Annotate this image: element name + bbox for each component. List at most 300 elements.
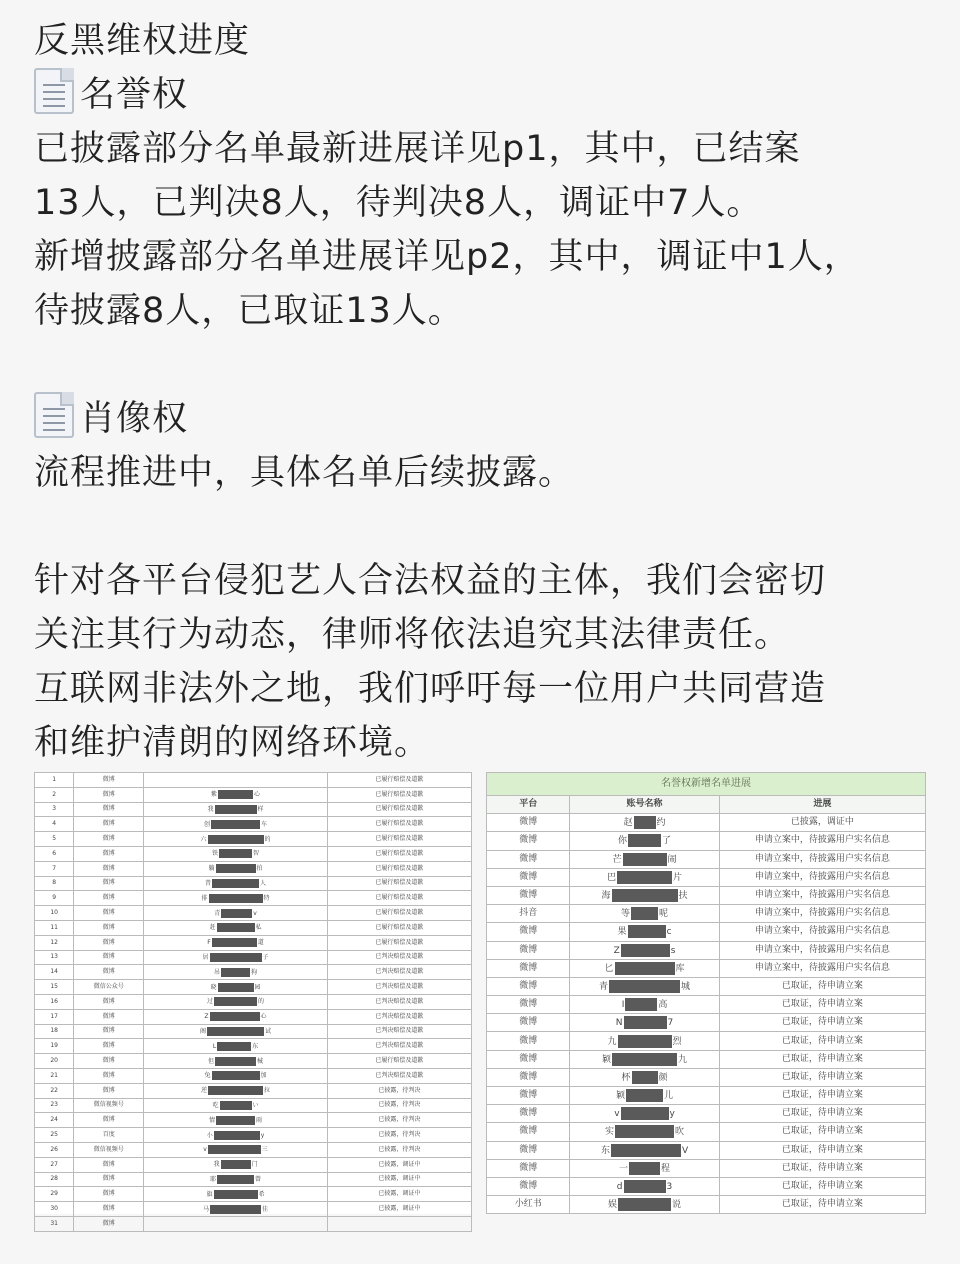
header-cell: 平台 bbox=[487, 796, 570, 814]
redaction-bar bbox=[221, 909, 252, 918]
status-cell: 已履行赔偿及道歉 bbox=[327, 846, 471, 861]
row-number-cell: 13 bbox=[35, 950, 74, 965]
account-name-start: v bbox=[614, 1109, 620, 1120]
redaction-bar bbox=[612, 889, 678, 902]
table-row bbox=[487, 868, 926, 886]
account-name-end: 佳 bbox=[262, 1205, 269, 1213]
account-name-end: 烈 bbox=[672, 1036, 682, 1047]
account-name-start: 吃 bbox=[212, 1101, 219, 1109]
account-name-end: 闹 bbox=[667, 854, 677, 865]
platform-cell: 微博 bbox=[487, 996, 570, 1014]
platform-cell: 微信视频号 bbox=[74, 1142, 144, 1157]
redaction-bar bbox=[208, 835, 264, 844]
account-name-end: 呢 bbox=[659, 909, 669, 920]
platform-cell: 微博 bbox=[74, 1054, 144, 1069]
status-cell: 已履行赔偿及道歉 bbox=[327, 1054, 471, 1069]
redaction-bar bbox=[214, 997, 257, 1006]
account-name-start: 但 bbox=[207, 1057, 214, 1065]
platform-cell: 微信视频号 bbox=[74, 1098, 144, 1113]
table-row bbox=[35, 876, 472, 891]
account-name-cell bbox=[144, 802, 328, 817]
platform-cell: 微博 bbox=[74, 1157, 144, 1172]
table-row bbox=[35, 906, 472, 921]
account-name-start: 创 bbox=[203, 820, 210, 828]
status-cell: 已披露，调证中 bbox=[327, 1157, 471, 1172]
account-name-cell bbox=[144, 846, 328, 861]
account-name-end: 拉 bbox=[264, 1087, 271, 1095]
table-row bbox=[487, 1196, 926, 1214]
account-name-cell bbox=[144, 832, 328, 847]
status-cell: 已披露，调证中 bbox=[719, 814, 925, 832]
table-row bbox=[35, 802, 472, 817]
account-name-end: 特 bbox=[263, 894, 270, 902]
account-name-start: 青 bbox=[599, 981, 609, 992]
status-cell: 申请立案中，待披露用户实名信息 bbox=[719, 850, 925, 868]
table-row bbox=[35, 1054, 472, 1069]
account-name-start: 你 bbox=[618, 836, 628, 847]
platform-cell: 微博 bbox=[487, 923, 570, 941]
account-name-cell bbox=[570, 1141, 719, 1159]
account-name-start: 芒 bbox=[612, 854, 622, 865]
account-name-end: y bbox=[669, 1109, 675, 1120]
redaction-bar bbox=[623, 853, 667, 866]
account-name-start: 昔 bbox=[204, 879, 211, 887]
account-name-end: 3 bbox=[666, 1182, 673, 1193]
platform-cell: 微博 bbox=[487, 1177, 570, 1195]
row-number-cell: 10 bbox=[35, 906, 74, 921]
redaction-bar bbox=[220, 1101, 252, 1110]
account-name-start: 排 bbox=[201, 894, 208, 902]
account-name-start: d bbox=[616, 1182, 623, 1193]
redaction-bar bbox=[618, 1035, 672, 1048]
redaction-bar bbox=[628, 834, 661, 847]
account-name-start: 晓 bbox=[210, 983, 217, 991]
status-cell: 已履行赔偿及道歉 bbox=[327, 935, 471, 950]
table-row bbox=[487, 1177, 926, 1195]
row-number-cell: 5 bbox=[35, 832, 74, 847]
account-name-end: 了 bbox=[662, 836, 672, 847]
redaction-bar bbox=[615, 1125, 674, 1138]
text-line: 流程推进中，具体名单后续披露。 bbox=[34, 453, 575, 493]
table-row bbox=[35, 994, 472, 1009]
row-number-cell: 14 bbox=[35, 965, 74, 980]
platform-cell: 微博 bbox=[74, 1024, 144, 1039]
redaction-bar bbox=[221, 1160, 251, 1169]
row-number-cell: 24 bbox=[35, 1113, 74, 1128]
account-name-end: 的 bbox=[258, 998, 265, 1006]
redaction-bar bbox=[208, 1145, 261, 1154]
redaction-bar bbox=[210, 1205, 261, 1214]
table-row bbox=[35, 773, 472, 788]
text-line: 待披露8人，已取证13人。 bbox=[34, 291, 464, 331]
account-name-start: 赵 bbox=[623, 818, 633, 829]
account-name-cell bbox=[144, 1142, 328, 1157]
table-row bbox=[35, 832, 472, 847]
platform-cell: 微博 bbox=[487, 850, 570, 868]
table-row bbox=[487, 959, 926, 977]
platform-cell: 微博 bbox=[487, 1014, 570, 1032]
account-name-cell bbox=[144, 950, 328, 965]
account-name-cell bbox=[570, 1087, 719, 1105]
account-name-cell bbox=[144, 773, 328, 788]
row-number-cell: 23 bbox=[35, 1098, 74, 1113]
platform-cell: 微博 bbox=[487, 1068, 570, 1086]
account-name-cell bbox=[570, 1032, 719, 1050]
status-cell: 申请立案中，待披露用户实名信息 bbox=[719, 868, 925, 886]
account-name-cell bbox=[144, 1054, 328, 1069]
redaction-bar bbox=[629, 1162, 660, 1175]
account-name-cell bbox=[144, 1128, 328, 1143]
status-cell: 已取证，待申请立案 bbox=[719, 1123, 925, 1141]
account-name-start: 匕 bbox=[604, 963, 614, 974]
account-name-end: 城 bbox=[681, 981, 691, 992]
table-row bbox=[487, 996, 926, 1014]
account-name-cell bbox=[144, 876, 328, 891]
redaction-bar bbox=[617, 871, 672, 884]
status-cell: 已履行赔偿及道歉 bbox=[327, 920, 471, 935]
status-cell: 已取证，待申请立案 bbox=[719, 977, 925, 995]
status-cell: 已判决赔偿及道歉 bbox=[327, 965, 471, 980]
redaction-bar bbox=[212, 938, 257, 947]
account-name-start: 东 bbox=[600, 1145, 610, 1156]
redaction-bar bbox=[632, 1071, 658, 1084]
row-number-cell: 15 bbox=[35, 980, 74, 995]
account-name-cell bbox=[144, 980, 328, 995]
status-cell: 已判决赔偿及道歉 bbox=[327, 1024, 471, 1039]
account-name-start: 躺 bbox=[208, 865, 215, 873]
account-name-cell bbox=[570, 850, 719, 868]
row-number-cell: 25 bbox=[35, 1128, 74, 1143]
account-name-start: 实 bbox=[605, 1127, 615, 1138]
table-row bbox=[35, 817, 472, 832]
platform-cell: 微博 bbox=[74, 817, 144, 832]
account-name-start: 紫 bbox=[210, 791, 217, 799]
platform-cell: 微博 bbox=[74, 1068, 144, 1083]
heading-text: 肖像权 bbox=[80, 399, 189, 439]
table-row bbox=[35, 846, 472, 861]
status-cell: 已披露，调证中 bbox=[327, 1202, 471, 1217]
redaction-bar bbox=[216, 1116, 255, 1125]
account-name-end: い bbox=[252, 1101, 259, 1109]
account-name-start: I bbox=[621, 1000, 625, 1011]
redaction-bar bbox=[219, 849, 252, 858]
platform-cell: 微博 bbox=[74, 802, 144, 817]
account-name-cell bbox=[144, 817, 328, 832]
account-name-start: 果 bbox=[617, 927, 627, 938]
account-name-cell bbox=[144, 1009, 328, 1024]
account-name-cell bbox=[570, 868, 719, 886]
status-cell: 申请立案中，待披露用户实名信息 bbox=[719, 959, 925, 977]
account-name-cell bbox=[144, 994, 328, 1009]
redaction-bar bbox=[624, 1180, 666, 1193]
row-number-cell: 4 bbox=[35, 817, 74, 832]
status-cell: 申请立案中，待披露用户实名信息 bbox=[719, 941, 925, 959]
table-row bbox=[487, 1105, 926, 1123]
platform-cell: 微信公众号 bbox=[74, 980, 144, 995]
row-number-cell: 8 bbox=[35, 876, 74, 891]
table-row bbox=[35, 1216, 472, 1231]
account-name-end: 片 bbox=[673, 872, 683, 883]
row-number-cell: 31 bbox=[35, 1216, 74, 1231]
redaction-bar bbox=[624, 1016, 667, 1029]
account-name-start: 我 bbox=[207, 805, 214, 813]
row-number-cell: 22 bbox=[35, 1083, 74, 1098]
account-name-cell bbox=[144, 1187, 328, 1202]
table-row bbox=[487, 814, 926, 832]
table-row bbox=[487, 1087, 926, 1105]
platform-cell: 微博 bbox=[487, 868, 570, 886]
account-name-cell bbox=[570, 832, 719, 850]
row-number-cell: 17 bbox=[35, 1009, 74, 1024]
platform-cell: 微博 bbox=[74, 906, 144, 921]
account-name-end: 的 bbox=[264, 835, 271, 843]
account-name-start: 吊 bbox=[213, 968, 220, 976]
status-cell: 已取证，待申请立案 bbox=[719, 1141, 925, 1159]
table-row bbox=[35, 1083, 472, 1098]
account-name-end: y bbox=[260, 1131, 265, 1139]
redaction-bar bbox=[217, 1042, 251, 1051]
account-name-start: 六 bbox=[200, 835, 207, 843]
account-name-start: 巴 bbox=[607, 872, 617, 883]
row-number-cell: 26 bbox=[35, 1142, 74, 1157]
account-name-end: 约 bbox=[656, 818, 666, 829]
redaction-bar bbox=[609, 980, 680, 993]
redaction-bar bbox=[208, 1086, 263, 1095]
account-name-start: 我 bbox=[213, 1161, 220, 1169]
status-cell: 申请立案中，待披露用户实名信息 bbox=[719, 923, 925, 941]
progress-table-p1 bbox=[34, 772, 472, 1232]
table-row bbox=[35, 950, 472, 965]
redaction-bar bbox=[218, 790, 253, 799]
platform-cell: 微博 bbox=[487, 1050, 570, 1068]
table-row bbox=[487, 1159, 926, 1177]
platform-cell: 微博 bbox=[487, 1087, 570, 1105]
platform-cell: 微博 bbox=[74, 773, 144, 788]
platform-cell: 微博 bbox=[74, 1039, 144, 1054]
row-number-cell: 19 bbox=[35, 1039, 74, 1054]
row-number-cell: 11 bbox=[35, 920, 74, 935]
table-row bbox=[35, 965, 472, 980]
account-name-end: 九 bbox=[678, 1054, 688, 1065]
table-row bbox=[487, 905, 926, 923]
text-line: 关注其行为动态，律师将依法追究其法律责任。 bbox=[34, 615, 791, 655]
table-row bbox=[35, 1009, 472, 1024]
account-name-end: 拍 bbox=[256, 865, 263, 873]
platform-cell: 微博 bbox=[74, 994, 144, 1009]
platform-cell: 微博 bbox=[74, 1083, 144, 1098]
account-name-cell bbox=[570, 959, 719, 977]
header-cell: 进展 bbox=[719, 796, 925, 814]
redaction-bar bbox=[215, 1057, 256, 1066]
account-name-start: 逆 bbox=[200, 1087, 207, 1095]
account-name-start: 旗 bbox=[206, 1190, 213, 1198]
platform-cell: 微博 bbox=[74, 965, 144, 980]
table-row bbox=[487, 886, 926, 904]
table-row bbox=[35, 1113, 472, 1128]
table-row bbox=[35, 980, 472, 995]
text-line: 新增披露部分名单进展详见p2，其中，调证中1人， bbox=[34, 237, 860, 277]
redaction-bar bbox=[621, 1107, 669, 1120]
table-row bbox=[487, 850, 926, 868]
table-row bbox=[35, 1142, 472, 1157]
account-name-start: 颖 bbox=[616, 1091, 626, 1102]
platform-cell: 微博 bbox=[74, 1216, 144, 1231]
row-number-cell: 2 bbox=[35, 787, 74, 802]
status-cell: 已履行赔偿及道歉 bbox=[327, 906, 471, 921]
image-progress-list-p1[interactable] bbox=[34, 772, 472, 1227]
account-name-cell bbox=[144, 920, 328, 935]
account-name-end: 门 bbox=[251, 1161, 258, 1169]
account-name-cell bbox=[144, 1039, 328, 1054]
account-name-cell bbox=[144, 965, 328, 980]
account-name-start: N bbox=[615, 1018, 623, 1029]
platform-cell: 微博 bbox=[487, 1123, 570, 1141]
account-name-cell bbox=[570, 1068, 719, 1086]
row-number-cell: 20 bbox=[35, 1054, 74, 1069]
table-row bbox=[487, 832, 926, 850]
status-cell: 已履行赔偿及道歉 bbox=[327, 861, 471, 876]
account-name-start: 青 bbox=[214, 909, 221, 917]
account-name-cell bbox=[570, 977, 719, 995]
redaction-bar bbox=[215, 805, 257, 814]
status-cell: 已履行赔偿及道歉 bbox=[327, 787, 471, 802]
account-name-start: 娱 bbox=[608, 1200, 618, 1211]
row-number-cell: 1 bbox=[35, 773, 74, 788]
redaction-bar bbox=[621, 944, 670, 957]
redaction-bar bbox=[211, 820, 260, 829]
account-name-cell bbox=[570, 1159, 719, 1177]
account-name-start: 阁 bbox=[199, 1027, 206, 1035]
account-name-cell bbox=[570, 1177, 719, 1195]
account-name-end: v bbox=[253, 909, 257, 917]
platform-cell: 微博 bbox=[74, 876, 144, 891]
account-name-end: 曾 bbox=[255, 1175, 262, 1183]
account-name-end: 雨 bbox=[256, 1116, 263, 1124]
status-cell: 申请立案中，待披露用户实名信息 bbox=[719, 905, 925, 923]
account-name-end: s bbox=[670, 945, 676, 956]
account-name-end: c bbox=[666, 927, 672, 938]
row-number-cell: 16 bbox=[35, 994, 74, 1009]
account-name-start: 海 bbox=[601, 891, 611, 902]
platform-cell: 微博 bbox=[74, 846, 144, 861]
account-name-end: 私 bbox=[255, 924, 262, 932]
status-cell: 已取证，待申请立案 bbox=[719, 1050, 925, 1068]
memo-icon bbox=[34, 68, 74, 114]
image-progress-list-p2[interactable] bbox=[486, 772, 926, 1214]
row-number-cell: 18 bbox=[35, 1024, 74, 1039]
section-portrait-heading bbox=[34, 392, 934, 446]
platform-cell: 抖音 bbox=[487, 905, 570, 923]
platform-cell: 微博 bbox=[487, 1105, 570, 1123]
table-row bbox=[487, 977, 926, 995]
account-name-cell bbox=[144, 891, 328, 906]
redaction-bar bbox=[634, 816, 656, 829]
table-row bbox=[35, 920, 472, 935]
redaction-bar bbox=[210, 953, 262, 962]
memo-icon bbox=[34, 392, 74, 438]
status-cell: 已披露，待判决 bbox=[327, 1142, 471, 1157]
status-cell: 已判决赔偿及道歉 bbox=[327, 950, 471, 965]
status-cell bbox=[327, 1216, 471, 1231]
table-row bbox=[35, 935, 472, 950]
account-name-end: 人 bbox=[260, 879, 267, 887]
account-name-cell bbox=[144, 861, 328, 876]
account-name-end: 子 bbox=[262, 953, 269, 961]
account-name-end: 加 bbox=[260, 1072, 267, 1080]
redaction-bar bbox=[615, 962, 675, 975]
platform-cell: 微博 bbox=[487, 832, 570, 850]
status-cell: 已取证，待申请立案 bbox=[719, 1068, 925, 1086]
platform-cell: 微博 bbox=[74, 787, 144, 802]
account-name-end: 园 bbox=[254, 983, 261, 991]
account-name-cell bbox=[570, 1105, 719, 1123]
table-row bbox=[487, 1050, 926, 1068]
text-line: 13人，已判决8人，待判决8人，调证中7人。 bbox=[34, 183, 763, 223]
row-number-cell: 3 bbox=[35, 802, 74, 817]
account-name-end: 高 bbox=[658, 1000, 668, 1011]
account-name-cell bbox=[144, 1216, 328, 1231]
account-name-start: 铁 bbox=[211, 850, 218, 858]
platform-cell: 微博 bbox=[487, 959, 570, 977]
status-cell: 已披露，调证中 bbox=[327, 1172, 471, 1187]
account-name-end: 智 bbox=[253, 850, 260, 858]
table-row bbox=[487, 1032, 926, 1050]
row-number-cell: 6 bbox=[35, 846, 74, 861]
progress-table-p2 bbox=[486, 795, 926, 1214]
redaction-bar bbox=[207, 1027, 264, 1036]
redaction-bar bbox=[210, 1012, 260, 1021]
status-cell: 已履行赔偿及道歉 bbox=[327, 876, 471, 891]
status-cell: 已取证，待申请立案 bbox=[719, 1105, 925, 1123]
status-cell: 已披露，待判决 bbox=[327, 1083, 471, 1098]
redaction-bar bbox=[217, 1175, 254, 1184]
account-name-cell bbox=[570, 1050, 719, 1068]
status-cell: 已取证，待申请立案 bbox=[719, 1196, 925, 1214]
status-cell: 已披露，调证中 bbox=[327, 1187, 471, 1202]
redaction-bar bbox=[209, 894, 263, 903]
account-name-start: 耶 bbox=[209, 1175, 216, 1183]
account-name-cell bbox=[144, 1068, 328, 1083]
account-name-start: L bbox=[212, 1042, 217, 1050]
status-cell: 已判决赔偿及道歉 bbox=[327, 1039, 471, 1054]
account-name-cell bbox=[144, 1083, 328, 1098]
status-cell: 已履行赔偿及道歉 bbox=[327, 773, 471, 788]
account-name-start: v bbox=[203, 1146, 207, 1154]
account-name-end: 库 bbox=[675, 963, 685, 974]
platform-cell: 微博 bbox=[74, 1113, 144, 1128]
text-line: 已披露部分名单最新进展详见p1，其中，已结案 bbox=[34, 129, 801, 169]
account-name-cell bbox=[144, 1172, 328, 1187]
account-name-end: V bbox=[681, 1145, 689, 1156]
table-row bbox=[35, 1202, 472, 1217]
status-cell: 已取证，待申请立案 bbox=[719, 1014, 925, 1032]
platform-cell: 微博 bbox=[74, 1187, 144, 1202]
status-cell: 已取证，待申请立案 bbox=[719, 1087, 925, 1105]
account-name-cell bbox=[144, 906, 328, 921]
account-name-cell bbox=[570, 1123, 719, 1141]
status-cell: 已履行赔偿及道歉 bbox=[327, 802, 471, 817]
account-name-start: 过 bbox=[206, 998, 213, 1006]
account-name-end: 狗 bbox=[251, 968, 258, 976]
row-number-cell: 12 bbox=[35, 935, 74, 950]
account-name-cell bbox=[144, 1098, 328, 1113]
table-row bbox=[487, 1014, 926, 1032]
table-row bbox=[35, 1128, 472, 1143]
row-number-cell: 29 bbox=[35, 1187, 74, 1202]
table-header-row bbox=[487, 796, 926, 814]
platform-cell: 微博 bbox=[487, 1032, 570, 1050]
platform-cell: 微博 bbox=[487, 1141, 570, 1159]
